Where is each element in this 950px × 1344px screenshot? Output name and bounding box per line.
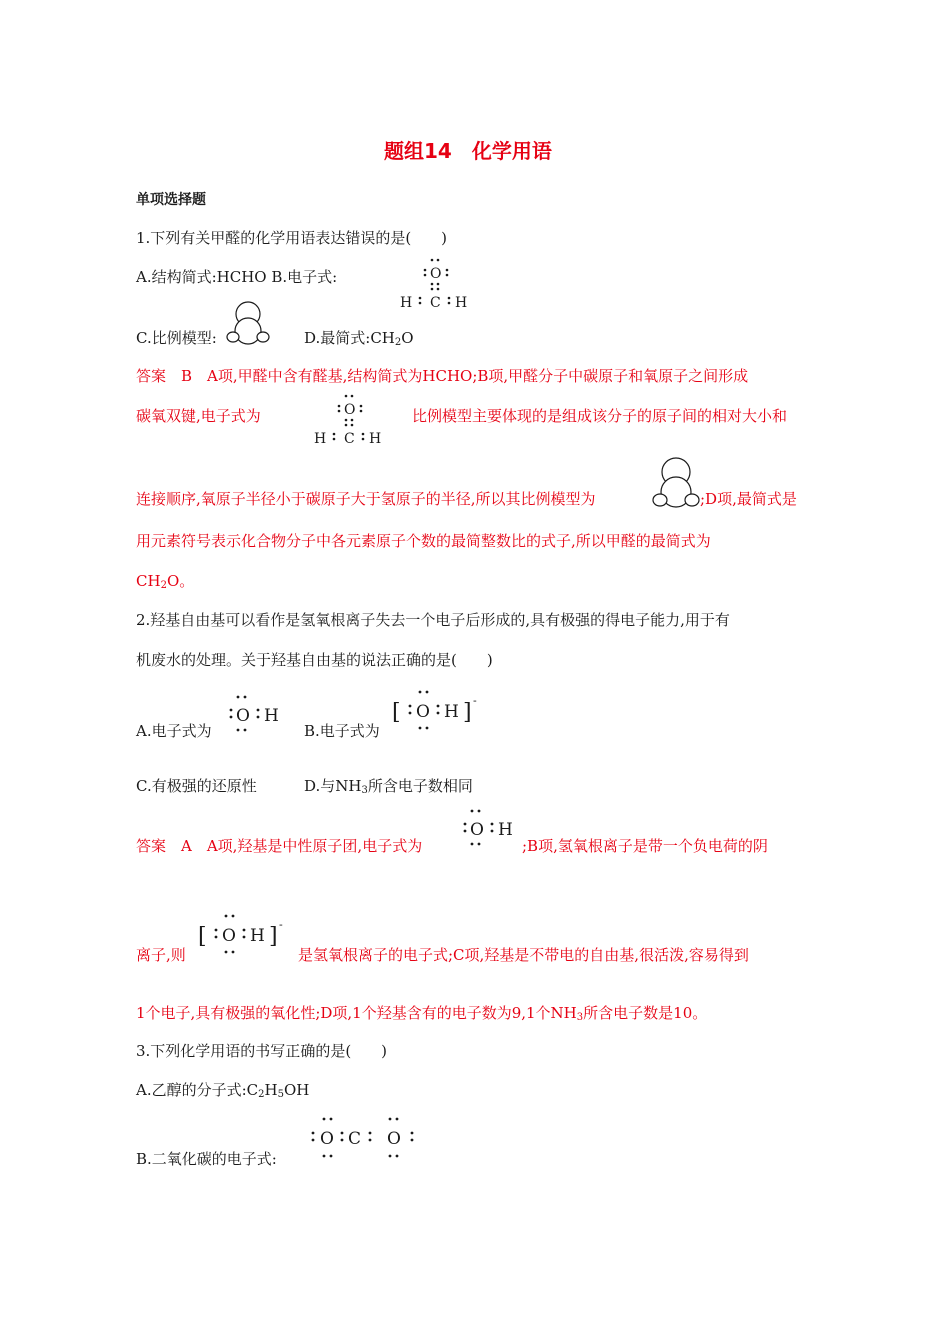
svg-text:O: O: [320, 1129, 334, 1149]
q1-answer-line1: 答案 B A项,甲醛中含有醛基,结构简式为HCHO;B项,甲醛分子中碳原子和氧原子之间形成: [136, 367, 749, 385]
svg-text:C: C: [348, 1129, 362, 1149]
hydroxide-electron-formula-answer: [198, 910, 298, 960]
hydroxyl-electron-formula-answer: [462, 806, 522, 852]
svg-text:H: H: [498, 820, 513, 840]
svg-text:H: H: [369, 431, 382, 447]
svg-text:O: O: [344, 402, 356, 418]
q1-answer-line2a: 碳氧双键,电子式为: [136, 407, 261, 425]
q3-option-b: B.二氧化碳的电子式:: [136, 1150, 277, 1168]
svg-text:O: O: [222, 926, 236, 946]
q1-answer-line3a: 连接顺序,氧原子半径小于碳原子大于氢原子的半径,所以其比例模型为: [136, 490, 596, 508]
q1-option-d: D.最简式$:CH_2O$: [304, 329, 414, 348]
svg-text:C: C: [344, 431, 355, 447]
q2-stem-line1: 2.羟基自由基可以看作是氢氧根离子失去一个电子后形成的,具有极强的得电子能力,用于有: [136, 611, 730, 629]
q1-option-c: C.比例模型:: [136, 329, 217, 347]
svg-text:H: H: [444, 702, 459, 722]
svg-text:H: H: [314, 431, 327, 447]
q2-answer-line2a: 离子,则: [136, 946, 186, 964]
q1-answer-line3b: ;D项,最简式是: [700, 490, 797, 508]
svg-text:O: O: [470, 820, 484, 840]
svg-text:H: H: [264, 706, 279, 726]
q2-answer-line1a: 答案 A A项,羟基是中性原子团,电子式为: [136, 837, 423, 855]
q1-answer-line4: 用元素符号表示化合物分子中各元素原子个数的最简整数比的式子,所以甲醛的最简式为: [136, 532, 711, 550]
svg-text:O: O: [416, 702, 430, 722]
q1-stem: 1.下列有关甲醛的化学用语表达错误的是( ): [136, 229, 448, 247]
q3-stem: 3.下列化学用语的书写正确的是( ): [136, 1042, 388, 1060]
q2-option-c: C.有极强的还原性: [136, 777, 257, 795]
svg-text:[: [: [392, 700, 401, 725]
page-title: 题组14 化学用语: [384, 139, 552, 163]
hydroxide-electron-formula: [392, 686, 492, 736]
section-heading: 单项选择题: [136, 192, 206, 208]
svg-text:[: [: [198, 924, 207, 949]
svg-text:]: ]: [269, 924, 278, 949]
space-filling-model-image: [224, 300, 272, 346]
svg-text:-: -: [279, 918, 283, 931]
svg-text:H: H: [455, 295, 468, 311]
q2-option-d: D.与$NH_3$所含电子数相同: [304, 777, 473, 796]
q1-option-a: A.结构简式:HCHO B.电子式:: [136, 268, 338, 286]
svg-text:]: ]: [463, 700, 472, 725]
q2-answer-line1b: ;B项,氢氧根离子是带一个负电荷的阴: [522, 837, 768, 855]
svg-text:H: H: [250, 926, 265, 946]
co2-electron-formula: [308, 1114, 418, 1164]
q3-option-a: A.乙醇的分子式$:C_2H_5OH$: [136, 1081, 310, 1100]
q2-answer-line3: 1个电子,具有极强的氧化性;D项,1个羟基含有的电子数为9,1个$NH_3$所含电子数是10。: [136, 1004, 708, 1023]
q2-stem-line2: 机废水的处理。关于羟基自由基的说法正确的是( ): [136, 651, 493, 669]
svg-text:-: -: [473, 694, 477, 707]
space-filling-model-image-answer: [652, 456, 700, 510]
hydroxyl-electron-formula: [228, 692, 288, 738]
q2-answer-line2b: 是氢氧根离子的电子式;C项,羟基是不带电的自由基,很活泼,容易得到: [298, 946, 749, 964]
formaldehyde-electron-formula: [398, 256, 470, 316]
q2-option-a: A.电子式为: [136, 722, 212, 740]
q1-answer-line2b: 比例模型主要体现的是组成该分子的原子间的相对大小和: [412, 407, 788, 425]
q1-answer-line5: $CH_2O$。: [136, 572, 195, 591]
svg-text:O: O: [236, 706, 250, 726]
svg-text:C: C: [430, 295, 441, 311]
svg-text:O: O: [387, 1129, 401, 1149]
svg-text:O: O: [430, 266, 442, 282]
formaldehyde-electron-formula-answer: [312, 392, 384, 452]
q2-option-b: B.电子式为: [304, 722, 380, 740]
svg-text:H: H: [400, 295, 413, 311]
